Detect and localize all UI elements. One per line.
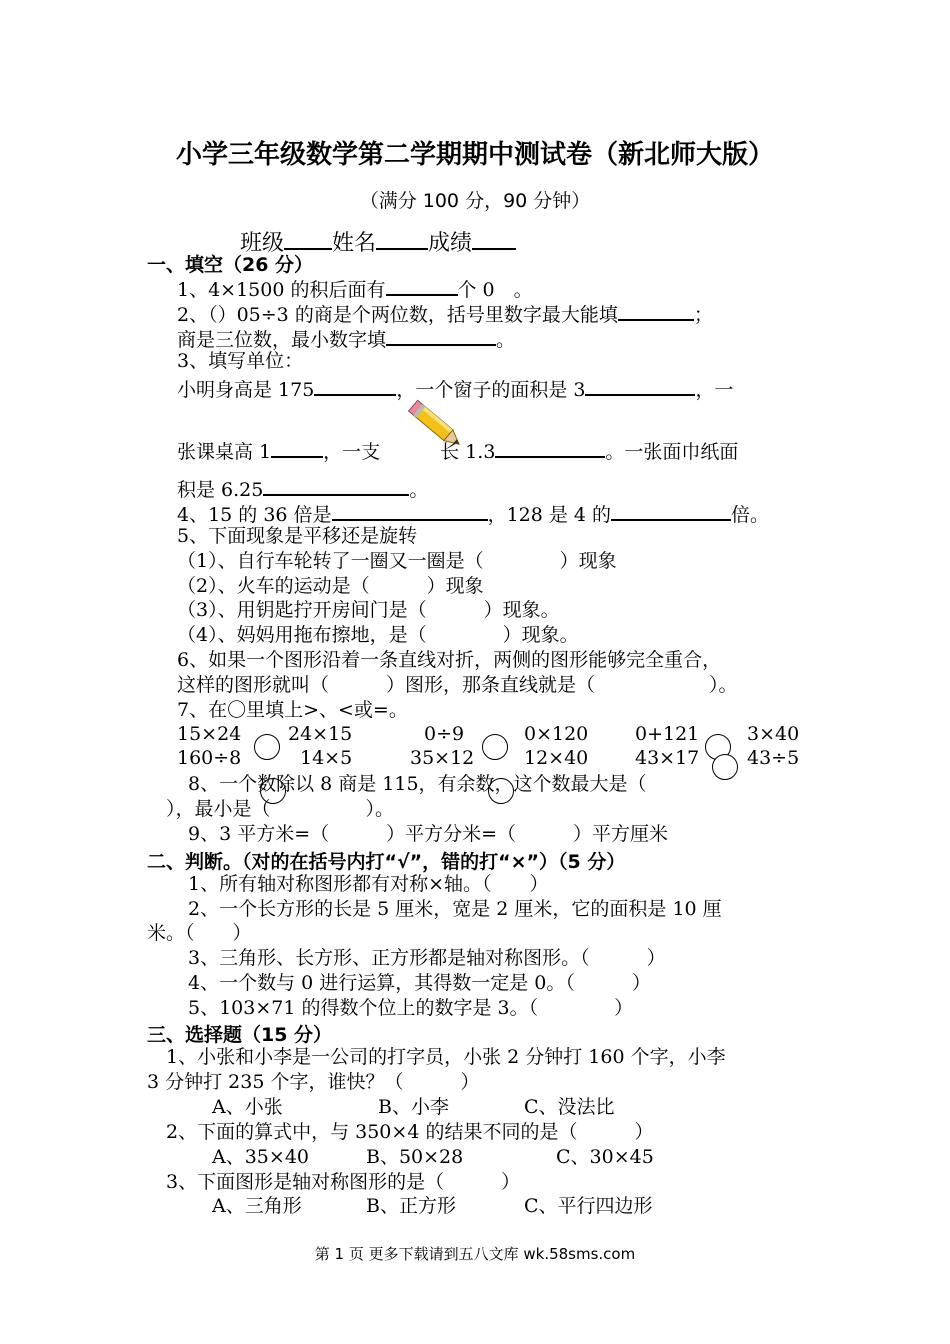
judge-item: 2、一个长方形的长是 5 厘米，宽是 2 厘米，它的面积是 10 厘 xyxy=(188,898,722,920)
q5-item-2: （2）、火车的运动是（ ）现象 xyxy=(177,575,484,597)
choice-option[interactable]: B、正方形 xyxy=(366,1195,456,1217)
q2-line-a xyxy=(177,299,713,327)
score-blank[interactable] xyxy=(472,228,516,250)
judge-item: 1、所有轴对称图形都有对称×轴。（ ） xyxy=(188,873,549,895)
q4-line xyxy=(177,499,769,527)
q2b-text-end: 。 xyxy=(496,329,516,351)
q5-line: 5、下面现象是平移还是旋转 xyxy=(177,525,418,547)
q3b-text-mid: ，一支 xyxy=(323,441,381,463)
judge-item: 5、103×71 的得数个位上的数字是 3。（ ） xyxy=(188,997,634,1019)
q7-expr: 43×17 xyxy=(635,747,700,769)
judge-item: 3、三角形、长方形、正方形都是轴对称图形。（ ） xyxy=(188,947,666,969)
compare-circle[interactable] xyxy=(254,734,280,760)
q3b-text: 张课桌高 1 xyxy=(177,441,272,463)
choice-option[interactable]: A、小张 xyxy=(212,1096,283,1118)
q7-expr: 12×40 xyxy=(524,747,589,769)
q7-expr: 24×15 xyxy=(288,723,353,745)
q3c-text: 积是 6.25 xyxy=(177,479,264,501)
section3-heading: 三、选择题（15 分） xyxy=(147,1024,333,1046)
q8-line-a: 8、一个数除以 8 商是 115，有余数，这个数最大是（ xyxy=(188,773,647,795)
choice-q2: 2、下面的算式中，与 350×4 的结果不同的是（ ） xyxy=(166,1121,654,1143)
q3b-text-end: 。一张面巾纸面 xyxy=(605,441,739,463)
q3b-blank1[interactable] xyxy=(271,436,323,458)
q7-expr: 35×12 xyxy=(410,747,475,769)
choice-option[interactable]: C、30×45 xyxy=(556,1146,654,1168)
class-label: 班级 xyxy=(240,231,285,256)
q4-text-mid: ，128 是 4 的 xyxy=(487,504,612,526)
q5-item-4: （4）、妈妈用拖布擦地，是（ ）现象。 xyxy=(177,624,579,646)
q7-expr: 43÷5 xyxy=(747,747,800,769)
choice-q1-a: 1、小张和小李是一公司的打字员，小张 2 分钟打 160 个字，小李 xyxy=(166,1046,726,1068)
choice-option[interactable]: A、三角形 xyxy=(212,1195,302,1217)
q6-line-a: 6、如果一个图形沿着一条直线对折，两侧的图形能够完全重合， xyxy=(177,649,722,671)
q3b-blank2[interactable] xyxy=(495,436,605,458)
q3b-text-mid2: 长 1.3 xyxy=(440,441,496,463)
q4-text: 4、15 的 36 倍是 xyxy=(177,504,332,526)
q3a-text: 小明身高是 175 xyxy=(177,379,315,401)
compare-circle[interactable] xyxy=(482,734,508,760)
q2a-text-end: ； xyxy=(693,304,713,326)
q2a-text: 2、（）05÷3 的商是个两位数，括号里数字最大能填 xyxy=(177,304,618,326)
compare-circle[interactable] xyxy=(712,754,738,780)
q3a-blank2[interactable] xyxy=(585,374,695,396)
choice-option[interactable]: C、没法比 xyxy=(524,1096,615,1118)
section2-heading: 二、判断。（对的在括号内打“√”，错的打“×”）（5 分） xyxy=(147,851,626,873)
choice-q1-b: 3 分钟打 235 个字，谁快？（ ） xyxy=(147,1071,480,1093)
name-blank[interactable] xyxy=(376,228,428,250)
q3a-text-mid: ，一个窗子的面积是 3 xyxy=(396,379,586,401)
q3-line-b xyxy=(177,436,738,464)
page-title: 小学三年级数学第二学期期中测试卷（新北师大版） xyxy=(175,140,774,170)
section1-heading: 一、填空（26 分） xyxy=(147,254,314,276)
q2b-blank[interactable] xyxy=(386,324,496,346)
page-subtitle: （满分 100 分，90 分钟） xyxy=(359,190,591,212)
q3c-blank[interactable] xyxy=(263,474,409,496)
q9-line: 9、3 平方米=（ ）平方分米=（ ）平方厘米 xyxy=(188,823,669,845)
judge-item: 米。（ ） xyxy=(147,922,252,944)
judge-item: 4、一个数与 0 进行运算，其得数一定是 0。（ ） xyxy=(188,972,651,994)
q3a-blank1[interactable] xyxy=(314,374,396,396)
q3-line: 3、填写单位： xyxy=(177,350,304,372)
choice-option[interactable]: B、50×28 xyxy=(366,1146,464,1168)
q4-blank2[interactable] xyxy=(611,499,731,521)
q7-expr: 0+121 xyxy=(635,723,700,745)
q4-blank1[interactable] xyxy=(332,499,488,521)
q2-line-b xyxy=(177,324,515,352)
q7-expr: 0×120 xyxy=(524,723,589,745)
q7-expr: 3×40 xyxy=(747,723,800,745)
q1-text: 1、4×1500 的积后面有 xyxy=(177,279,386,301)
q3-line-c xyxy=(177,474,428,502)
q7-expr: 15×24 xyxy=(177,723,242,745)
q7-line: 7、在〇里填上>、<或=。 xyxy=(177,699,408,721)
choice-q3: 3、下面图形是轴对称图形的是（ ） xyxy=(166,1171,521,1193)
q6-line-b: 这样的图形就叫（ ）图形，那条直线就是（ ）。 xyxy=(177,674,738,696)
choice-option[interactable]: A、35×40 xyxy=(212,1146,309,1168)
score-label: 成绩 xyxy=(428,231,473,256)
q7-expr: 0÷9 xyxy=(424,723,465,745)
name-label: 姓名 xyxy=(332,231,377,256)
q1-blank[interactable] xyxy=(386,274,458,296)
q5-item-1: （1）、自行车轮转了一圈又一圈是（ ）现象 xyxy=(177,550,617,572)
q4-text-end: 倍。 xyxy=(731,504,770,526)
q1-text-end: 个 0 。 xyxy=(457,279,533,301)
q3a-text-end: ，一 xyxy=(695,379,734,401)
q3c-text-end: 。 xyxy=(409,479,429,501)
choice-option[interactable]: C、平行四边形 xyxy=(524,1195,653,1217)
q1-line xyxy=(177,274,533,302)
q7-expr: 14×5 xyxy=(300,747,353,769)
page-footer: 第 1 页 更多下载请到五八文库 wk.58sms.com xyxy=(314,1245,636,1263)
q7-expr: 160÷8 xyxy=(177,747,242,769)
q5-item-3: （3）、用钥匙拧开房间门是（ ）现象。 xyxy=(177,599,560,621)
choice-option[interactable]: B、小李 xyxy=(378,1096,449,1118)
q2a-blank[interactable] xyxy=(618,299,694,321)
q8-line-b: ），最小是（ ）。 xyxy=(166,798,395,820)
q2b-text: 商是三位数，最小数字填 xyxy=(177,329,387,351)
class-blank[interactable] xyxy=(284,228,332,250)
